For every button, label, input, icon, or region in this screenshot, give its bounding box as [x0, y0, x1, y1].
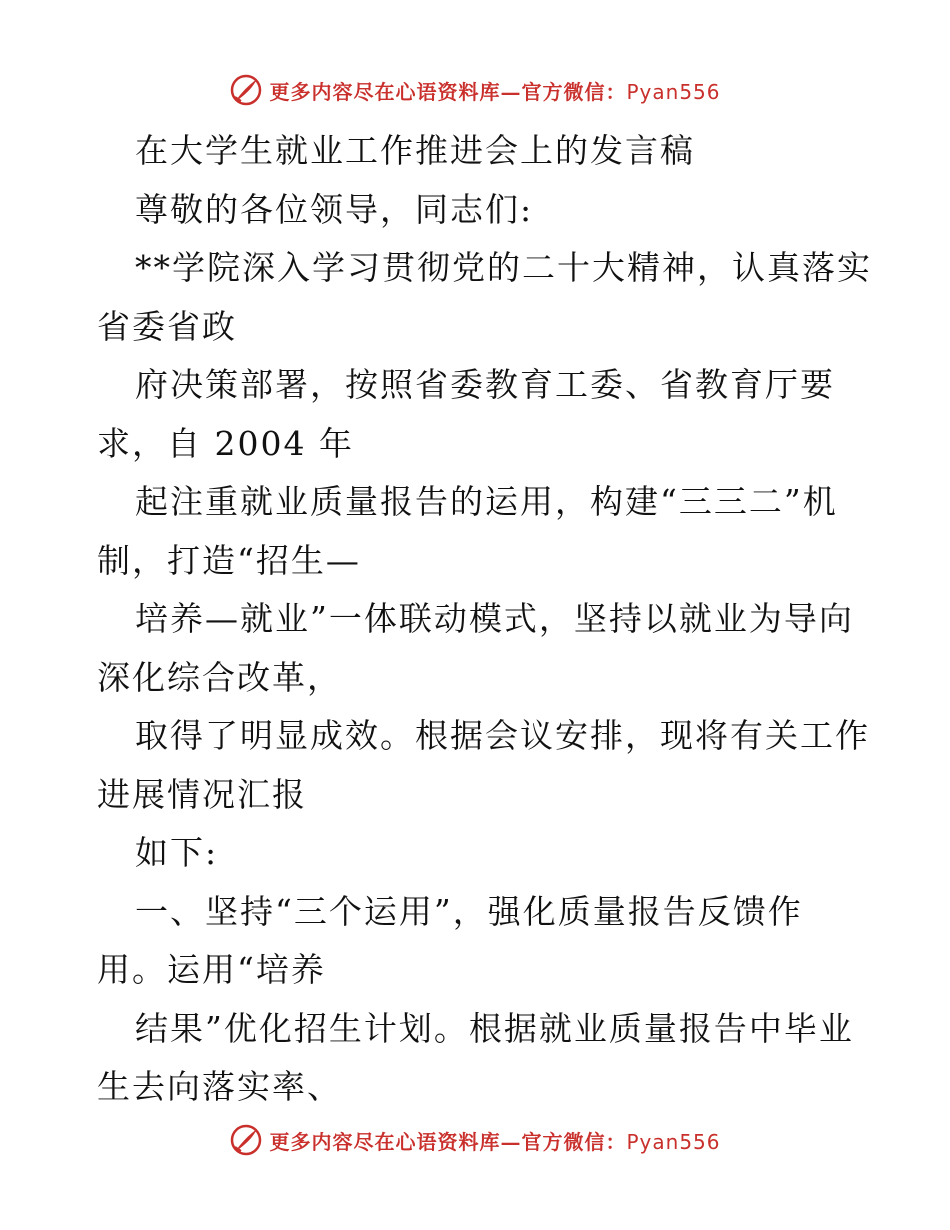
document-line: 制，打造“招生— [97, 540, 361, 580]
document-body [97, 122, 872, 1117]
watermark-text: 更多内容尽在心语资料库—官方微信：Pyan556 [269, 1129, 721, 1154]
document-line: 培养—就业”一体联动模式，坚持以就业为导向 [135, 599, 854, 638]
document-line: 省委省政 [97, 306, 237, 346]
document-line: 尊敬的各位领导，同志们: [135, 189, 534, 229]
document-line: 求，自 2004 年 [97, 423, 354, 463]
feather-circle-logo-icon [229, 73, 263, 107]
document-line: 生去向落实率、 [97, 1067, 342, 1106]
watermark-text: 更多内容尽在心语资料库—官方微信：Pyan556 [269, 79, 721, 104]
feather-circle-logo-icon [229, 1123, 263, 1157]
footer-watermark [0, 1120, 950, 1160]
document-line: 府决策部署，按照省委教育工委、省教育厅要 [135, 365, 835, 404]
document-line: 取得了明显成效。根据会议安排，现将有关工作 [135, 716, 870, 755]
document-line: 如下: [135, 833, 219, 872]
document-line: 一、坚持“三个运用”，强化质量报告反馈作 [135, 891, 803, 931]
document-line: 深化综合改革， [97, 657, 342, 697]
document-line: 在大学生就业工作推进会上的发言稿 [135, 131, 695, 170]
document-line: 结果”优化招生计划。根据就业质量报告中毕业 [135, 1008, 854, 1048]
document-line: **学院深入学习贯彻党的二十大精神，认真落实 [135, 248, 872, 287]
document-line: 起注重就业质量报告的运用，构建“三三二”机 [135, 482, 838, 521]
document-line: 用。运用“培养 [97, 950, 326, 989]
document-line: 进展情况汇报 [97, 774, 307, 814]
header-watermark [0, 70, 950, 110]
